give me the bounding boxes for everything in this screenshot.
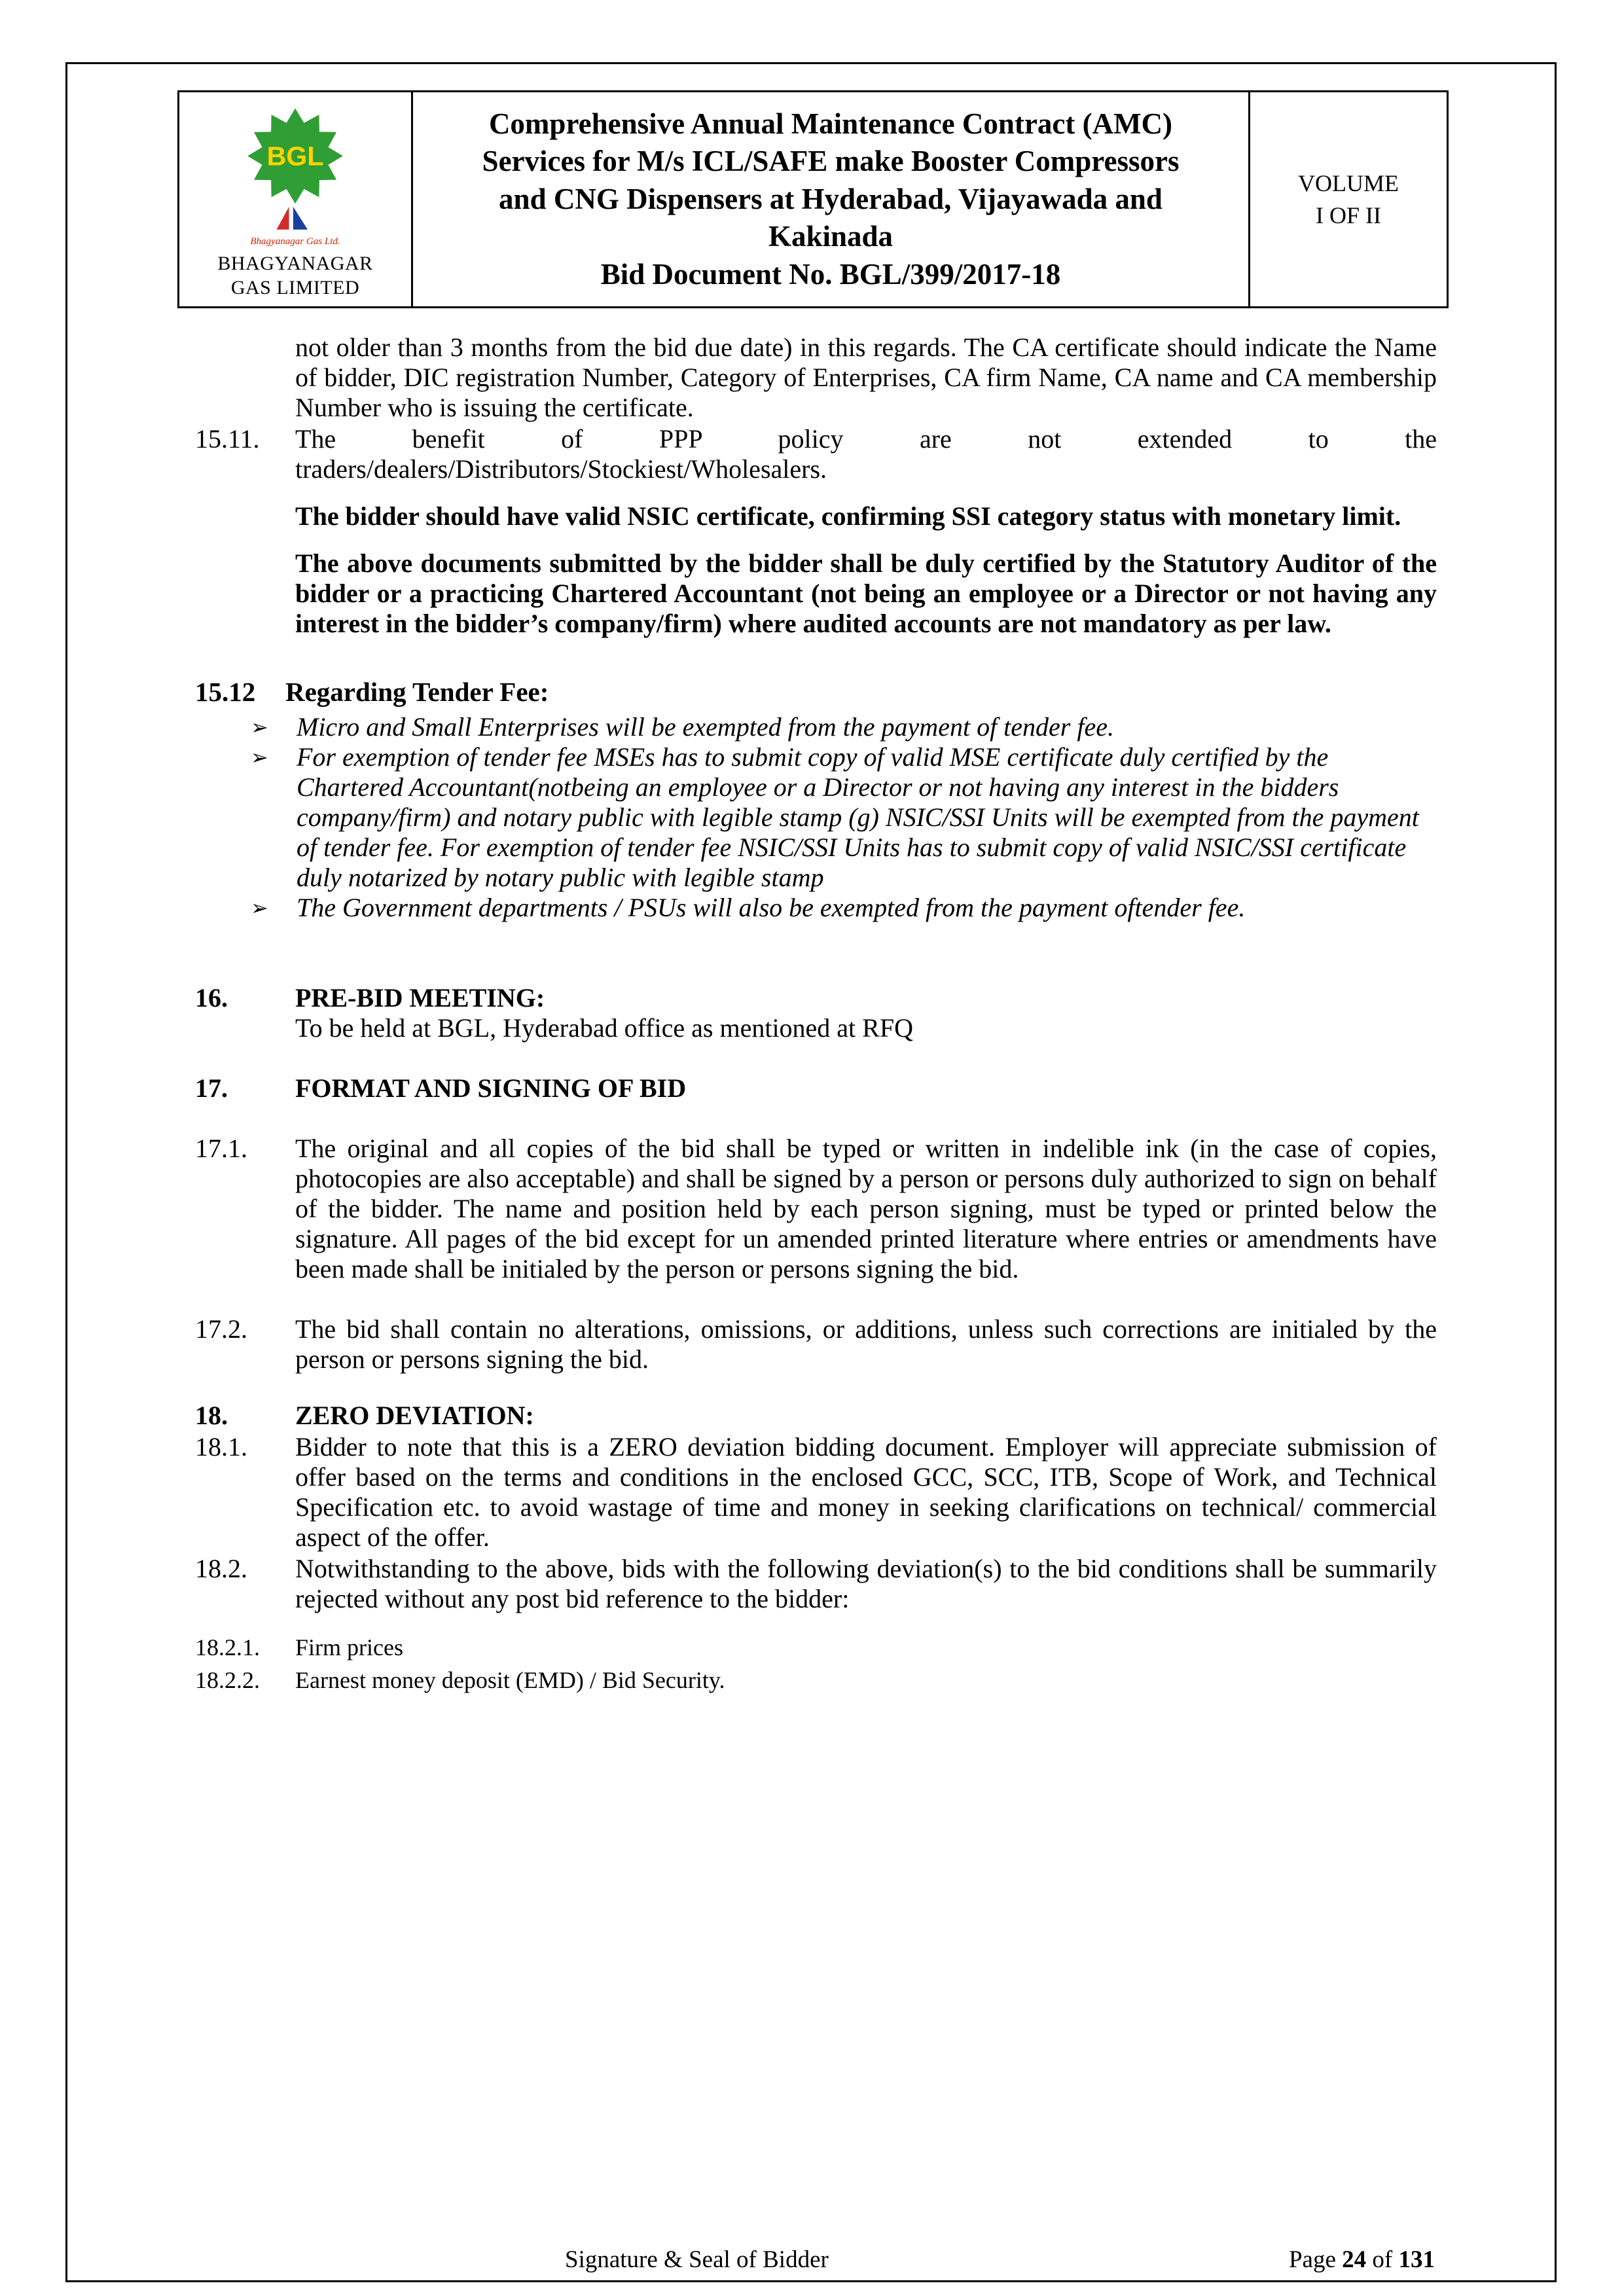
title-line: Services for M/s ICL/SAFE make Booster Compressors xyxy=(482,145,1180,178)
clause-heading-text: ZERO DEVIATION: xyxy=(295,1401,534,1430)
org-name-line2: GAS LIMITED xyxy=(230,276,360,298)
arrow-bullet-icon: ➢ xyxy=(251,745,268,770)
clause-text-line: The benefit of PPP policy are not extended to the xyxy=(295,424,1437,454)
clause-body-text: Firm prices xyxy=(295,1634,403,1660)
org-name-line1: BHAGYANAGAR xyxy=(217,253,373,274)
certification-paragraph: The above documents submitted by the bidder shall be duly certified by the Statutory Auditor of the bidder or a practicing Chartered Accountant (not being an employee or a Director or not having any interest in the bidder’s company/firm) where audited accounts are not mandatory as per law. xyxy=(295,548,1437,638)
document-body xyxy=(195,332,1437,1695)
logo-sail-red-icon xyxy=(277,207,289,230)
nsic-paragraph: The bidder should have valid NSIC certificate, confirming SSI category status with monetary limit. xyxy=(295,501,1401,531)
clause-15-11 xyxy=(195,424,1437,484)
clause-number: 18.2.1. xyxy=(195,1634,260,1660)
page-total: 131 xyxy=(1398,2246,1435,2273)
clause-body-text: The bid shall contain no alterations, omissions, or additions, unless such corrections are initialed by the person or persons signing the bid. xyxy=(295,1314,1437,1374)
clause-number: 17.1. xyxy=(195,1134,247,1163)
page-border-frame xyxy=(65,62,1557,2282)
logo-sail-blue-icon xyxy=(293,207,308,230)
clause-body-text: Notwithstanding to the above, bids with the following deviation(s) to the bid conditions shall be summarily rejected without any post bid reference to the bidder: xyxy=(295,1554,1437,1613)
page-current: 24 xyxy=(1342,2246,1367,2273)
clause-number: 15.11. xyxy=(195,424,260,454)
clause-17 xyxy=(195,1073,1437,1103)
title-line: Kakinada xyxy=(768,220,893,253)
clause-text-line: traders/dealers/Distributors/Stockiest/Wholesalers. xyxy=(295,454,827,484)
logo-caption-text: Bhagyanagar Gas Ltd. xyxy=(250,236,340,247)
clause-number: 18.1. xyxy=(195,1432,247,1462)
clause-number: 18. xyxy=(195,1401,228,1430)
clause-15-12-heading xyxy=(195,677,1437,707)
title-line: Comprehensive Annual Maintenance Contract (AMC) xyxy=(488,107,1173,140)
page-of: of xyxy=(1366,2246,1399,2273)
signature-seal-label: Signature & Seal of Bidder xyxy=(565,2246,829,2273)
page-number xyxy=(1289,2246,1435,2274)
list-item xyxy=(251,742,1437,893)
header-table xyxy=(177,90,1449,308)
clause-number: 18.2.2. xyxy=(195,1667,260,1693)
clause-heading-text: PRE-BID MEETING: xyxy=(295,983,545,1013)
title-line: and CNG Dispensers at Hyderabad, Vijayawada and xyxy=(499,182,1163,215)
clause-body-text: Bidder to note that this is a ZERO deviation bidding document. Employer will appreciate submission of offer based on the terms and conditions in the enclosed GCC, SCC, ITB, Scope of Work, and Technical Specification etc. to avoid wastage of time and money in seeking clarifications on technical/ commercial aspect of the offer. xyxy=(295,1432,1437,1552)
clause-heading-text: Regarding Tender Fee: xyxy=(285,677,549,707)
clause-body-text: The original and all copies of the bid shall be typed or written in indelible ink (in the case of copies, photocopies are also acceptable) and shall be signed by a person or persons duly authorized to sign on behalf of the bidder. The name and position held by each person signing, must be typed or printed below the signature. All pages of the bid except for un amended printed literature where entries or amendments have been made shall be initialed by the person or persons signing the bid. xyxy=(295,1134,1437,1283)
logo-acronym-text: BGL xyxy=(266,141,324,171)
clause-18 xyxy=(195,1401,1437,1431)
tender-fee-bullet-list xyxy=(251,712,1437,923)
list-item-text: For exemption of tender fee MSEs has to submit copy of valid MSE certificate duly certified by the Chartered Accountant(notbeing an employee or a Director or not having any interest in the bidders company/firm) and notary public with legible stamp (g) NSIC/SSI Units will be exempted from the payment of tender fee. For exemption of tender fee NSIC/SSI Units has to submit copy of valid NSIC/SSI certificate duly notarized by notary public with legible stamp xyxy=(297,742,1419,892)
clause-17-1 xyxy=(195,1134,1437,1284)
clause-16 xyxy=(195,983,1437,1043)
volume-line1: VOLUME xyxy=(1298,170,1399,196)
header-title xyxy=(413,92,1250,306)
clause-18-2 xyxy=(195,1554,1437,1614)
clause-number: 17.2. xyxy=(195,1314,247,1344)
clause-number: 17. xyxy=(195,1073,228,1103)
clause-heading-text: FORMAT AND SIGNING OF BID xyxy=(295,1073,687,1103)
doc-number: Bid Document No. BGL/399/2017-18 xyxy=(600,257,1061,291)
bgl-logo xyxy=(233,99,357,249)
list-item xyxy=(251,712,1437,742)
intro-paragraph: not older than 3 months from the bid due date) in this regards. The CA certificate should indicate the Name of bidder, DIC registration Number, Category of Enterprises, CA firm Name, CA name and CA membership Number who is issuing the certificate. xyxy=(295,332,1437,422)
arrow-bullet-icon: ➢ xyxy=(251,895,268,920)
clause-18-2-1 xyxy=(195,1634,1437,1662)
clause-number: 16. xyxy=(195,983,228,1013)
clause-number: 15.12 xyxy=(195,677,256,707)
volume-line2: I OF II xyxy=(1316,202,1381,228)
clause-17-2 xyxy=(195,1314,1437,1374)
clause-text xyxy=(295,424,1437,484)
clause-18-2-2 xyxy=(195,1666,1437,1695)
logo-cell xyxy=(179,92,413,306)
list-item-text: The Government departments / PSUs will also be exempted from the payment oftender fee. xyxy=(297,893,1246,922)
clause-body-text: Earnest money deposit (EMD) / Bid Security. xyxy=(295,1667,725,1693)
list-item-text: Micro and Small Enterprises will be exempted from the payment of tender fee. xyxy=(297,712,1114,742)
clause-text xyxy=(295,983,1437,1043)
org-name xyxy=(217,252,372,300)
list-item xyxy=(251,893,1437,923)
arrow-bullet-icon: ➢ xyxy=(251,715,268,740)
clause-body-text: To be held at BGL, Hyderabad office as mentioned at RFQ xyxy=(295,1013,913,1043)
page-footer xyxy=(67,2241,1555,2274)
volume-cell xyxy=(1250,92,1447,306)
page-prefix: Page xyxy=(1288,2246,1343,2273)
clause-18-1 xyxy=(195,1432,1437,1552)
clause-number: 18.2. xyxy=(195,1554,247,1583)
